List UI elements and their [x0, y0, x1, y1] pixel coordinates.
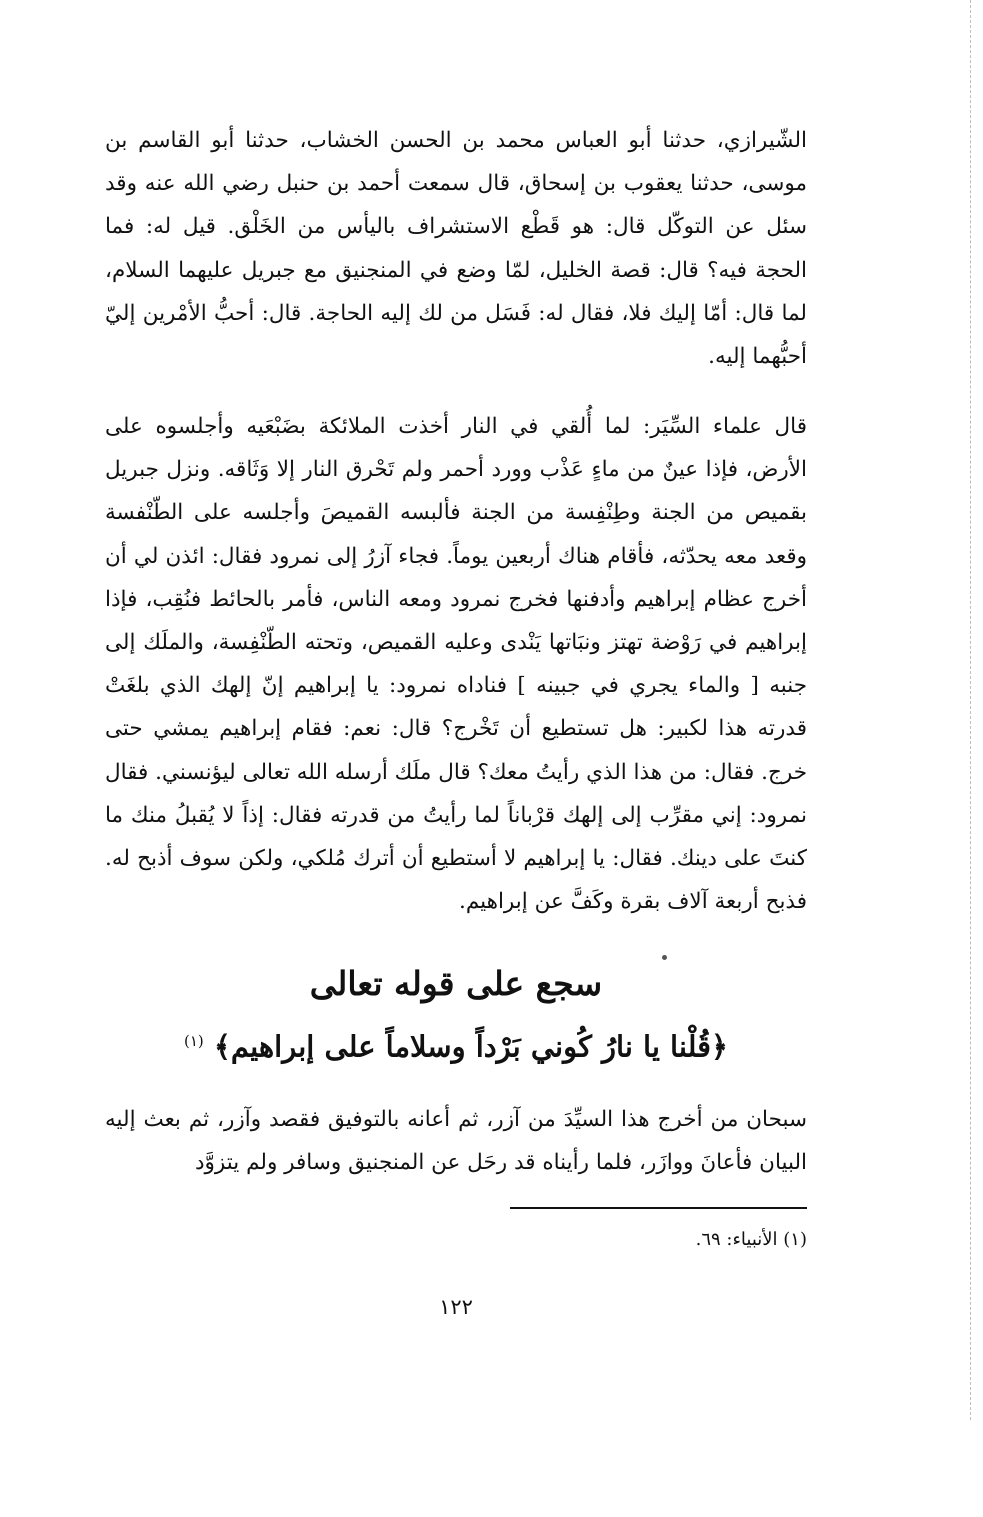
paragraph-fire-story: [105, 405, 807, 923]
page-edge-line: [969, 0, 971, 1420]
footnote-text: (١) الأنبياء: ٦٩.: [695, 1229, 807, 1250]
heading-title-text: سجع على قوله تعالى: [309, 964, 603, 1003]
footnote-reference-marker: (١): [183, 1032, 204, 1050]
footnote: [105, 1225, 807, 1255]
paragraph-opening-narration: [105, 119, 807, 378]
paragraph-text: قال علماء السِّيَر: لما أُلقي في النار أخذت الملائكة بضَبْعَيه وأجلسوه على الأرض، فإذا عينٌ من ماءٍ عَذْب وورد أحمر ولم تَحْرق النار إلا وَثَاقه. ونزل جبريل بقميص من الجنة وطِنْفِسة من الجنة فألبسه القميصَ وأجلسه على الطّنْفسة وقعد معه يحدّثه، فأقام هناك أربعين يوماً. فجاء آزرُ إلى نمرود فقال: ائذن لي أن أخرج عظام إبراهيم وأدفنها فخرج نمرود ومعه الناس، فأمر بالحائط فنُقِب، فإذا إبراهيم في رَوْضة تهتز ونبَاتها يَنْدى وعليه القميص، وتحته الطّنْفِسة، والملَك إلى جنبه [ والماء يجري في جبينه ] فناداه نمرود: يا إبراهيم إنّ إلهك الذي بلغَتْ قدرته هذا لكبير: هل تستطيع أن تَخْرج؟ قال: نعم: فقام إبراهيم يمشي حتى خرج. فقال: من هذا الذي رأيتُ معك؟ قال ملَك أرسله الله تعالى ليؤنسني. فقال نمرود: إني مقرِّب إلى إلهك قرْباناً لما رأيتُ من قدرته فقال: إذاً لا يُقبلُ منك ما كنتَ على دينك. فقال: يا إبراهيم لا أستطيع أن أترك مُلكي، ولكن سوف أذبح له. فذبح أربعة آلاف بقرة وكَفَّ عن إبراهيم.: [105, 414, 807, 915]
paragraph-text: سبحان من أخرج هذا السيِّدَ من آزر، ثم أعانه بالتوفيق فقصد وآزر، ثم بعث إليه البيان فأعانَ ووازَر، فلما رأيناه قد رحَل عن المنجنيق وسافر ولم يتزوَّد: [105, 1107, 807, 1176]
page-number: [105, 1292, 807, 1322]
paragraph-text: الشّيرازي، حدثنا أبو العباس محمد بن الحسن الخشاب، حدثنا أبو القاسم بن موسى، حدثنا يعقوب بن إسحاق، قال سمعت أحمد بن حنبل رضي الله عنه وقد سئل عن التوكّل قال: هو قَطْع الاستشراف باليأس من الخَلْق. قيل له: فما الحجة فيه؟ قال: قصة الخليل، لمّا وضع في المنجنيق مع جبريل عليهما السلام، لما قال: أمّا إليك فلا، فقال له: فَسَل من لك إليه الحاجة. قال: أحبُّ الأمْرين إليّ أحبُّهما إليه.: [105, 128, 807, 370]
page-number-text: ١٢٢: [439, 1295, 473, 1319]
section-heading-title: [105, 958, 807, 1010]
section-heading-verse: [105, 1016, 807, 1072]
footnote-separator-line: [510, 1207, 807, 1209]
paragraph-rhymed-prose: [105, 1098, 807, 1184]
heading-verse-text: ﴿قُلْنا يا نارُ كُوني بَرْداً وسلاماً على إبراهيم﴾: [213, 1029, 729, 1064]
